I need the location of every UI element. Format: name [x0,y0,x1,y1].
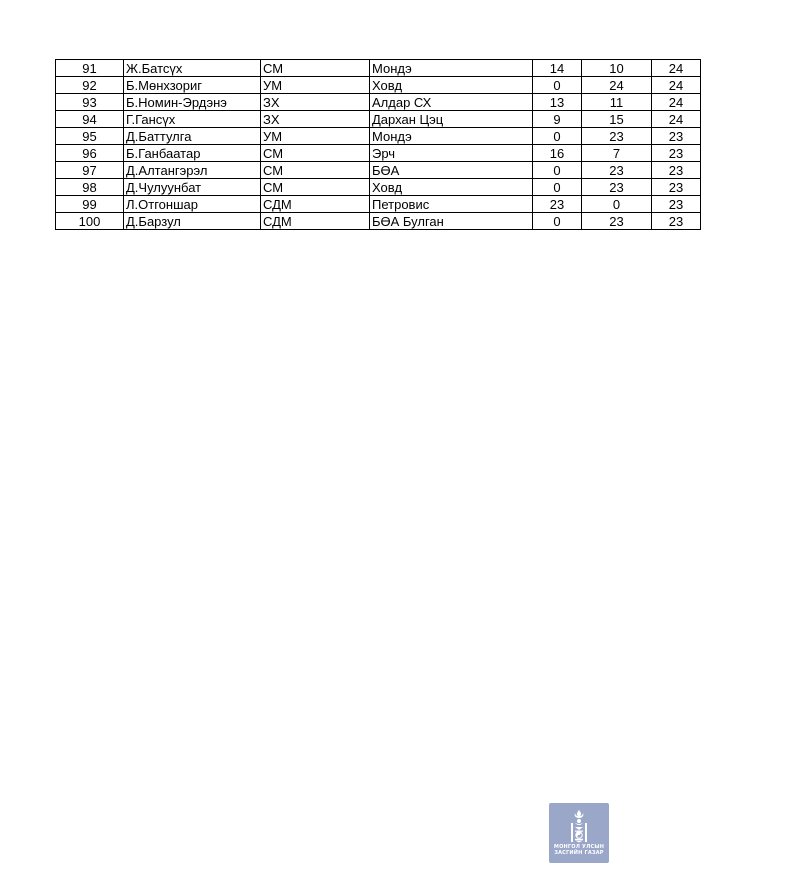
score2-cell: 7 [582,145,652,162]
ranking-table-body [56,60,701,230]
club-cell: Эрч [370,145,533,162]
total-cell: 23 [652,145,701,162]
grade-cell: СМ [261,145,370,162]
name-cell: Д.Баттулга [124,128,261,145]
total-cell: 24 [652,94,701,111]
score2-cell: 10 [582,60,652,77]
score2-cell: 23 [582,179,652,196]
ranking-table [55,59,701,230]
rank-cell: 92 [56,77,124,94]
score1-cell: 13 [533,94,582,111]
score1-cell: 0 [533,213,582,230]
rank-cell: 97 [56,162,124,179]
grade-cell: СМ [261,60,370,77]
score1-cell: 0 [533,77,582,94]
total-cell: 23 [652,128,701,145]
rank-cell: 93 [56,94,124,111]
rank-cell: 98 [56,179,124,196]
name-cell: Г.Гансүх [124,111,261,128]
seal-text-line1: МОНГОЛ УЛСЫН [553,844,605,850]
club-cell: Ховд [370,77,533,94]
rank-cell: 91 [56,60,124,77]
score1-cell: 14 [533,60,582,77]
rank-cell: 100 [56,213,124,230]
total-cell: 24 [652,111,701,128]
club-cell: Алдар СХ [370,94,533,111]
rank-cell: 96 [56,145,124,162]
score1-cell: 0 [533,162,582,179]
score1-cell: 23 [533,196,582,213]
grade-cell: УМ [261,128,370,145]
table-row [56,213,701,230]
club-cell: Дархан Цэц [370,111,533,128]
total-cell: 23 [652,162,701,179]
score2-cell: 15 [582,111,652,128]
table-row [56,77,701,94]
grade-cell: СДМ [261,196,370,213]
score1-cell: 0 [533,179,582,196]
total-cell: 23 [652,179,701,196]
club-cell: Мондэ [370,128,533,145]
score2-cell: 23 [582,213,652,230]
total-cell: 24 [652,60,701,77]
name-cell: Д.Барзул [124,213,261,230]
name-cell: Д.Алтангэрэл [124,162,261,179]
total-cell: 24 [652,77,701,94]
name-cell: Б.Ганбаатар [124,145,261,162]
government-seal [549,803,609,863]
total-cell: 23 [652,213,701,230]
table-row [56,179,701,196]
club-cell: БӨА Булган [370,213,533,230]
name-cell: Ж.Батсүх [124,60,261,77]
grade-cell: ЗХ [261,111,370,128]
club-cell: БӨА [370,162,533,179]
grade-cell: СМ [261,162,370,179]
grade-cell: УМ [261,77,370,94]
score2-cell: 23 [582,162,652,179]
grade-cell: СДМ [261,213,370,230]
table-row [56,60,701,77]
score2-cell: 0 [582,196,652,213]
score1-cell: 16 [533,145,582,162]
grade-cell: СМ [261,179,370,196]
soyombo-icon [568,809,590,843]
table-row [56,196,701,213]
rank-cell: 94 [56,111,124,128]
club-cell: Петровис [370,196,533,213]
grade-cell: ЗХ [261,94,370,111]
name-cell: Л.Отгоншар [124,196,261,213]
table-row [56,111,701,128]
score2-cell: 11 [582,94,652,111]
score2-cell: 24 [582,77,652,94]
seal-text [549,844,609,856]
club-cell: Мондэ [370,60,533,77]
score1-cell: 0 [533,128,582,145]
rank-cell: 99 [56,196,124,213]
table-row [56,145,701,162]
rank-cell: 95 [56,128,124,145]
club-cell: Ховд [370,179,533,196]
name-cell: Б.Мөнхзориг [124,77,261,94]
name-cell: Б.Номин-Эрдэнэ [124,94,261,111]
total-cell: 23 [652,196,701,213]
score1-cell: 9 [533,111,582,128]
table-row [56,162,701,179]
seal-text-line2: ЗАСГИЙН ГАЗАР [554,850,604,856]
table-row [56,128,701,145]
score2-cell: 23 [582,128,652,145]
name-cell: Д.Чулуунбат [124,179,261,196]
table-row [56,94,701,111]
